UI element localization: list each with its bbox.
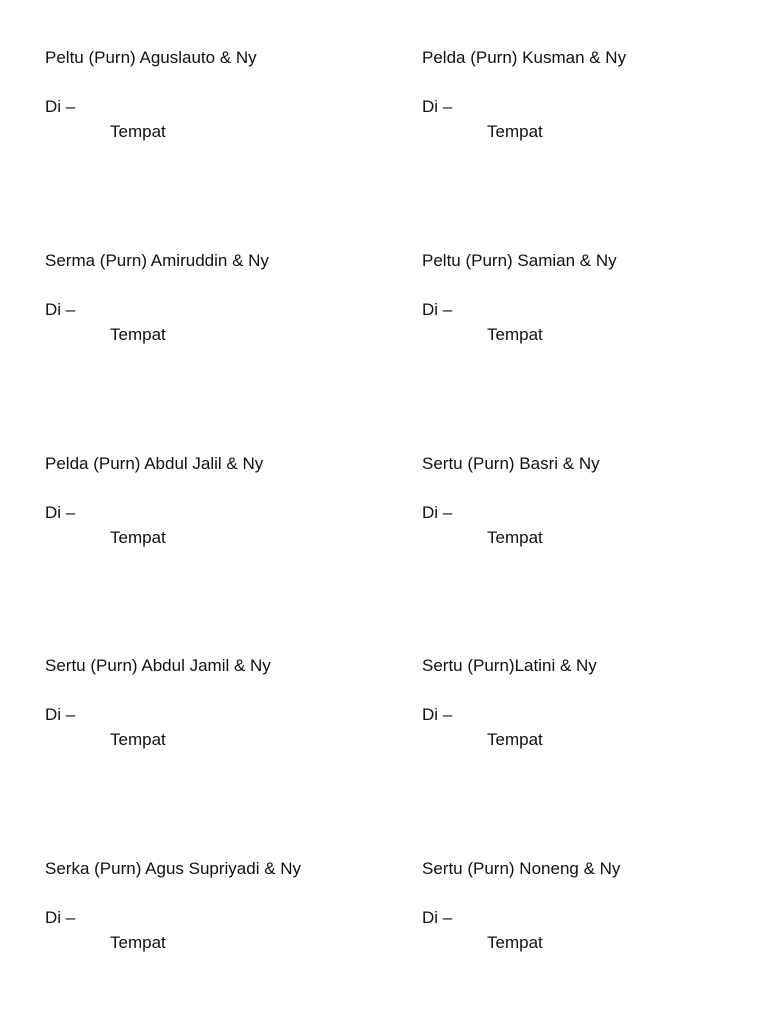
recipient-name: Peltu (Purn) Samian & Ny xyxy=(422,251,617,270)
address-place: Tempat xyxy=(110,730,166,749)
address-prefix: Di – xyxy=(45,97,76,116)
address-place: Tempat xyxy=(487,122,543,141)
recipient-name: Peltu (Purn) Aguslauto & Ny xyxy=(45,48,257,67)
address-label xyxy=(422,251,762,371)
address-label xyxy=(45,251,385,371)
address-label xyxy=(45,48,385,168)
recipient-name: Pelda (Purn) Abdul Jalil & Ny xyxy=(45,454,264,473)
address-label xyxy=(45,454,385,574)
recipient-name: Pelda (Purn) Kusman & Ny xyxy=(422,48,627,67)
address-place: Tempat xyxy=(487,933,543,952)
recipient-name: Sertu (Purn)Latini & Ny xyxy=(422,656,597,675)
recipient-name: Serma (Purn) Amiruddin & Ny xyxy=(45,251,269,270)
address-prefix: Di – xyxy=(422,97,453,116)
address-prefix: Di – xyxy=(422,300,453,319)
address-label xyxy=(45,859,385,979)
address-prefix: Di – xyxy=(45,705,76,724)
address-place: Tempat xyxy=(487,325,543,344)
address-place: Tempat xyxy=(487,528,543,547)
address-place: Tempat xyxy=(110,325,166,344)
address-place: Tempat xyxy=(110,933,166,952)
address-place: Tempat xyxy=(110,122,166,141)
address-label xyxy=(45,656,385,776)
address-place: Tempat xyxy=(110,528,166,547)
address-prefix: Di – xyxy=(45,300,76,319)
address-prefix: Di – xyxy=(45,503,76,522)
address-place: Tempat xyxy=(487,730,543,749)
recipient-name: Sertu (Purn) Noneng & Ny xyxy=(422,859,621,878)
address-label xyxy=(422,48,762,168)
address-prefix: Di – xyxy=(422,705,453,724)
address-prefix: Di – xyxy=(422,503,453,522)
address-label xyxy=(422,656,762,776)
address-prefix: Di – xyxy=(45,908,76,927)
recipient-name: Sertu (Purn) Abdul Jamil & Ny xyxy=(45,656,271,675)
address-prefix: Di – xyxy=(422,908,453,927)
recipient-name: Sertu (Purn) Basri & Ny xyxy=(422,454,600,473)
address-label xyxy=(422,454,762,574)
recipient-name: Serka (Purn) Agus Supriyadi & Ny xyxy=(45,859,302,878)
address-label xyxy=(422,859,762,979)
